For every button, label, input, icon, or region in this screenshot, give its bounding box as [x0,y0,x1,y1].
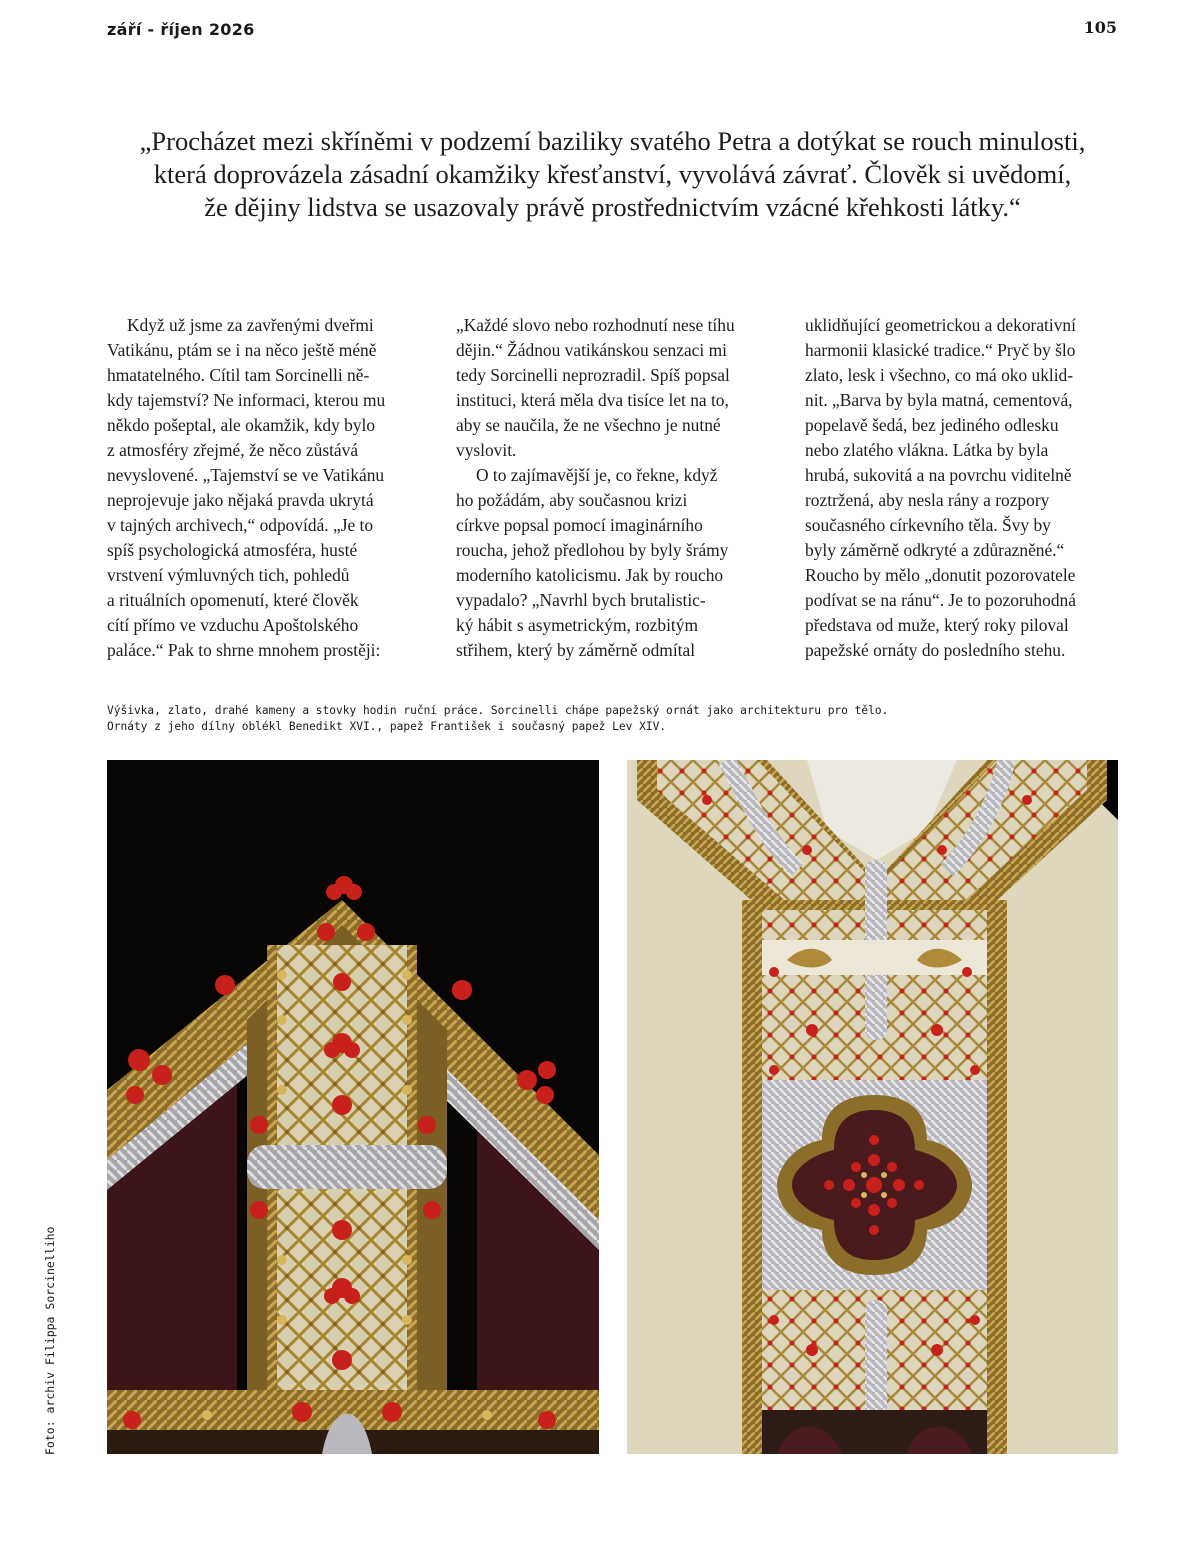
text-line: ký hábit s asymetrickým, rozbitým [456,615,698,635]
issue-date: září - říjen 2026 [107,20,255,39]
text-line: Když už jsme za zavřenými dveřmi [127,315,374,335]
text-line: v tajných archivech,“ odpovídá. „Je to [107,515,374,535]
text-line: papežské ornáty do posledního stehu. [805,640,1066,660]
pull-quote-line: která doprovázela zásadní okamžiky křesťanství, vyvolává závrať. Člověk si uvědomí, [153,159,1072,189]
caption-line: Výšivka, zlato, drahé kameny a stovky hodin ruční práce. Sorcinelli chápe papežský ornát jako architekturu pro tělo. [107,704,889,717]
text-line: moderního katolicismu. Jak by roucho [456,565,724,585]
text-line: kdy tajemství? Ne informaci, kterou mu [107,390,386,410]
text-line: nebo zlatého vlákna. Látka by byla [805,440,1049,460]
pull-quote [100,125,1125,224]
vestment-detail-photo-right [627,760,1118,1454]
text-line: ho požádám, aby současnou krizi [456,490,688,510]
text-line: nevyslovené. „Tajemství se ve Vatikánu [107,465,385,485]
text-line: střihem, který by záměrně odmítal [456,640,696,660]
vestment-detail-photo-left [107,760,599,1454]
text-line: z atmosféry zřejmé, že něco zůstává [107,440,359,460]
text-line: instituci, která měla dva tisíce let na to, [456,390,729,410]
text-line: uklidňující geometrickou a dekorativní [805,315,1076,335]
text-line: a rituálních opomenutí, které člověk [107,590,359,610]
text-line: nit. „Barva by byla matná, cementová, [805,390,1073,410]
text-line: paláce.“ Pak to shrne mnohem prostěji: [107,640,381,660]
text-line: neprojevuje jako nějaká pravda ukrytá [107,490,374,510]
photo-credit: Foto: archiv Filippa Sorcinelliho [43,1226,57,1455]
text-line: Vatikánu, ptám se i na něco ještě méně [107,340,377,360]
text-line: hrubá, sukovitá a na povrchu viditelně [805,465,1072,485]
text-line: aby se naučila, že ne všechno je nutné [456,415,721,435]
text-line: roucha, jehož předlohou by byly šrámy [456,540,729,560]
article-column-1 [107,313,427,663]
text-line: cítí přímo ve vzduchu Apoštolského [107,615,359,635]
page-number: 105 [1083,18,1117,37]
text-line: vyslovit. [456,440,517,460]
text-line: spíš psychologická atmosféra, husté [107,540,358,560]
text-line: současného církevního těla. Švy by [805,515,1051,535]
text-line: Roucho by mělo „donutit pozorovatele [805,565,1076,585]
text-line: vypadalo? „Navrhl bych brutalistic- [456,590,706,610]
text-line: zlato, lesk i všechno, co má oko uklid- [805,365,1074,385]
embroidery-illustration-left [107,760,599,1454]
photo-caption [107,703,1107,734]
pull-quote-line: „Procházet mezi skříněmi v podzemí baziliky svatého Petra a dotýkat se rouch minulosti, [139,126,1086,156]
article-column-3 [805,313,1125,663]
pull-quote-line: že dějiny lidstva se usazovaly právě prostřednictvím vzácné křehkosti látky.“ [204,192,1021,222]
article-column-2 [456,313,776,663]
text-line: roztržená, aby nesla rány a rozpory [805,490,1050,510]
text-line: dějin.“ Žádnou vatikánskou senzaci mi [456,340,727,360]
text-line: tedy Sorcinelli neprozradil. Spíš popsal [456,365,730,385]
text-line: harmonii klasické tradice.“ Pryč by šlo [805,340,1076,360]
text-line: někdo pošeptal, ale okamžik, kdy bylo [107,415,376,435]
text-line: vrstvení výmluvných tich, pohledů [107,565,350,585]
text-line: hmatatelného. Cítil tam Sorcinelli ně- [107,365,370,385]
text-line: církve popsal pomocí imaginárního [456,515,703,535]
text-line: „Každé slovo nebo rozhodnutí nese tíhu [456,315,735,335]
embroidery-illustration-right [627,760,1118,1454]
text-line: podívat se na ránu“. Je to pozoruhodná [805,590,1076,610]
text-line: byly záměrně odkryté a zdůrazněné.“ [805,540,1065,560]
text-line: popelavě šedá, bez jediného odlesku [805,415,1059,435]
text-line: O to zajímavější je, co řekne, když [476,465,718,485]
caption-line: Ornáty z jeho dílny oblékl Benedikt XVI., papež František i současný papež Lev XIV. [107,719,667,733]
text-line: představa od muže, který roky piloval [805,615,1069,635]
